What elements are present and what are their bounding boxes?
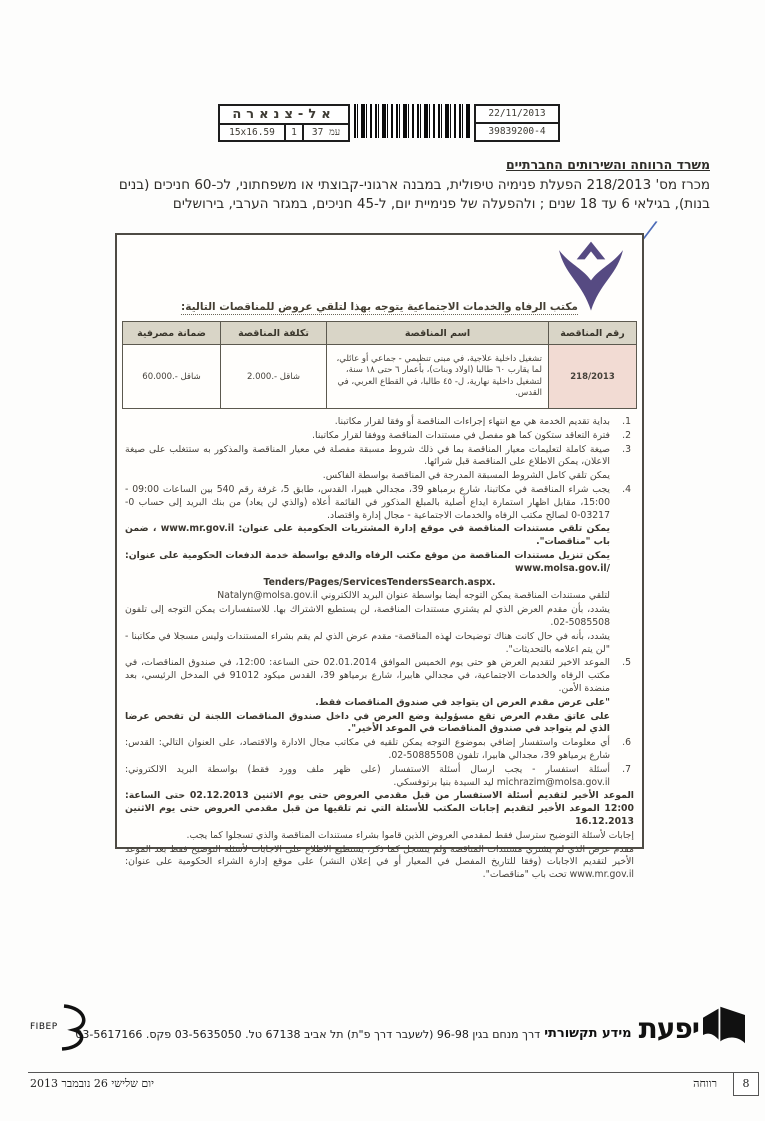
paragraph-text: بداية تقديم الخدمة هي مع انتهاء إجراءات المناقصة أو وفقا لقرار مكاتبنا. xyxy=(334,416,610,427)
paragraph-text: أي معلومات واستفسار إضافي بموضوع التوجه يمكن تلقيه في مكاتب مجال الادارة والاقتصاد، على العنوان التالي: القدس: شارع يرمياهو 39، مجدالي هابيرا، تلفون 50885508-02. xyxy=(125,737,610,761)
notice-paragraph xyxy=(125,550,634,576)
notice-paragraph xyxy=(125,484,634,522)
bank-guarantee-cell: 60.000.- شاقل xyxy=(123,345,221,409)
notice-paragraph xyxy=(125,416,634,429)
paragraph-number: 7. xyxy=(622,763,631,775)
paragraph-text: إجابات لأسئلة التوضيح سترسل فقط لمقدمي العروض الذين قاموا بشراء مستندات المناقصة والذي تسجلوا كما يجب. xyxy=(186,829,634,841)
tender-number-cell: 218/2013 xyxy=(549,345,637,409)
notice-paragraph xyxy=(125,523,634,549)
paragraph-number: 6. xyxy=(622,737,631,749)
tender-cost-cell: 2.000.- شاقل xyxy=(221,345,327,409)
ministry-title: משרד הרווחה והשירותים החברתיים xyxy=(505,157,710,172)
paragraph-text: "على عرض مقدم العرض ان يتواجد في صندوق المناقصات فقط. xyxy=(315,696,610,708)
barcode xyxy=(354,104,470,138)
handwritten-pen-mark: / xyxy=(643,215,657,245)
notice-paragraph xyxy=(125,444,634,470)
paragraph-text: الموعد الأخير لتقديم أسئلة الاستفسار من قبل مقدمي العروض حتى يوم الاثنين 02.12.2013 حتى الساعة: 12:00 الموعد الأخير لتقديم إجابات المكتب للأسئلة التي تم تلقيها من قبل مقدمي العروض حتى يوم الاثنين 16.12.2013 xyxy=(125,790,634,827)
col-header-tender-number: رقم المناقصة xyxy=(549,322,637,345)
paragraph-number: 5. xyxy=(622,657,631,669)
ministry-logo-icon xyxy=(548,240,634,314)
notice-paragraph xyxy=(125,631,634,657)
paragraph-number: 3. xyxy=(622,443,631,455)
paragraph-text: .Tenders/Pages/ServicesTendersSearch.aspx xyxy=(263,576,496,588)
notice-paragraph xyxy=(125,470,634,483)
paragraph-text: صيغة كاملة لتعليمات معيار المناقصة بما في ذلك شروط مسبقة مفصلة في معيار المناقصة والمذكور به ستتغلب على صيغة الاعلان، يمكن الاطلاع على المناقصة قبل شرائها. xyxy=(125,443,610,468)
clipping-page: עמ 37 xyxy=(311,127,341,138)
paragraph-number: 4. xyxy=(622,483,631,495)
paragraph-text: الموعد الاخير لتقديم العرض هو حتى يوم الخميس الموافق 02.01.2014 حتى الساعة: 12:00، في صندوق المناقصات، في مكتب الرفاه والخدمات الاجتماعية، في مجدالي هابيرا، شارع برمياهو 39، القدس ميكود 91012 في المدخل الرئيسي، بعد منضدة الأمن. xyxy=(125,657,611,694)
stamp-ref-block xyxy=(474,104,560,142)
tender-table-row xyxy=(123,345,637,409)
clipping-column: 1 xyxy=(284,125,304,140)
notice-paragraph xyxy=(125,790,634,828)
fibep-mark xyxy=(30,1002,100,1054)
paragraph-text: مقدم عرض الذي لم يشتري مستندات المناقصة ولم يتسجل كما ذكر، يستطيع الاطلاع على الاجابات لأسئلة التوضيح فقط بعد الموعد الأخير لتقديم الاجابات (وفقا للتاريخ المفصل في المعيار أو في إعلان النشر) على موقع إدارة الشراء الحكومية على عنوان: www.mr.gov.il تحت باب "مناقصات". xyxy=(125,843,634,881)
paragraph-text: لتلقي مستندات المناقصة يمكن التوجه أيضا بواسطة عنوان البريد الالكتروني Natalyn@molsa.gov.il xyxy=(217,590,610,602)
section-name: רווחה xyxy=(693,1077,717,1090)
publication-name: אל-צנארה xyxy=(220,106,348,125)
paragraph-text: يمكن تلقي مستندات المناقصة في موقع إدارة المشتريات الحكومية على عنوان: www.mr.gov.il ، ضمن باب "مناقصات". xyxy=(125,523,611,548)
notice-paragraph xyxy=(125,604,634,630)
paragraph-text: يمكن تلقي كامل الشروط المسبقة المدرجة في المناقصة بواسطة الفاكس. xyxy=(322,470,610,482)
page-bar xyxy=(28,1072,759,1097)
paragraph-text: فترة التعاقد ستكون كما هو مفصل في مستندات المناقصة ووفقا لقرار مكاتبنا. xyxy=(312,429,610,441)
notice-paragraph xyxy=(125,830,634,843)
page-number-box: 8 xyxy=(733,1072,759,1096)
footer-address: דרך מנחם בגין 96-98 (לשעבר דרך פ"ת) תל אביב 67138 טל. 03-5635050 פקס. 03-5617166 xyxy=(75,1028,541,1041)
clipping-size: 15x16.59 xyxy=(229,127,275,138)
notice-paragraph xyxy=(125,764,634,790)
clipping-date: 22/11/2013 xyxy=(476,106,558,124)
notice-paragraph xyxy=(125,844,634,882)
notice-paragraph xyxy=(125,430,634,443)
brand-subtitle: מידע תקשורתי xyxy=(544,1026,632,1041)
tender-table-header-row xyxy=(123,322,637,345)
notice-paragraphs xyxy=(125,416,634,882)
paragraph-text: يجب شراء المناقصة في مكاتبنا، شارع برمباهو 39، مجدالي هييرا، القدس، طابق 5، غرفة رقم 540 بين الساعات 09:00 - 15:00، مقابل اظهار استمارة ايداع أصلية بالمبلغ المذكور في القائمة أعلاه (والذي لن يعاد) من بنك البريد إلى حساب 0-03217-0 لصالح مكتب الرفاه والخدمات الاجتماعية - مجال إدارة واقتصاد. xyxy=(125,483,610,521)
paragraph-number: 1. xyxy=(622,416,631,427)
paragraph-text: يمكن تنزيل مستندات المناقصة من موقع مكتب الرفاه والدفع بواسطة خدمة الدفعات الحكومية على عنوان: /www.molsa.gov.il xyxy=(125,549,610,574)
notice-headline: مكتب الرفاه والخدمات الاجتماعية يتوجه بهذا لتلقي عروض للمناقصات التالية: xyxy=(181,301,578,313)
tender-notice-box xyxy=(115,233,644,881)
summary-line-2: בנות), בגילאי 6 עד 18 שנים ; ולהפעלה של פנימיית יום, ל-45 חניכים, במגזר הערבי, בירושלים xyxy=(172,196,710,212)
col-header-bank-guarantee: ضمانة مصرفية xyxy=(123,322,221,345)
notice-paragraph xyxy=(125,737,634,763)
paragraph-text: يشدد، بأنه في حال كانت هناك توضيحات لهذه المناقصة- مقدم عرض الذي لم يقم بشراء المستندات وليس مسجلا في مكاتبنا - "لن يتم اعلامه بالتحديثات". xyxy=(125,630,610,655)
tender-table xyxy=(122,321,637,409)
fibep-label: FIBEP xyxy=(30,1022,58,1032)
issue-date: יום שלישי 26 נובמבר 2013 xyxy=(30,1077,154,1090)
paragraph-number: 2. xyxy=(622,429,631,441)
paragraph-text: أسئلة استفسار - يجب ارسال أسئلة الاستفسار (على ظهر ملف وورد فقط) بواسطة البريد الالكتروني: michrazim@molsa.gov.il ليد السيدة بنيا برتوفسكي. xyxy=(125,763,610,788)
yifat-logo-icon xyxy=(703,1006,745,1044)
clipping-stamp xyxy=(218,104,560,142)
notice-paragraph xyxy=(125,657,634,695)
tender-name-cell: تشغيل داخلية علاجية، في مبنى تنظيمي - جماعي أو عائلي، لما يقارب ٦٠ طالبا (اولاد وبنات)، بأعمار ٦ حتى ١٨ سنة، لتشغيل داخلية نهارية، ل- ٤٥ طالبا، في القطاع العربي، في القدس. xyxy=(327,345,549,409)
col-header-tender-name: اسم المناقصة xyxy=(327,322,549,345)
col-header-tender-cost: تكلفة المناقصة xyxy=(221,322,327,345)
notice-paragraph xyxy=(125,577,634,590)
yifat-footer xyxy=(75,1006,745,1044)
notice-paragraph xyxy=(125,697,634,710)
paragraph-text: يشدد، بأن مقدم العرض الذي لم يشتري مستندات المناقصة، لن يستطيع الاشتراك بها. للاستفسارات يمكن التوجه إلى تلفون 5085508-02. xyxy=(125,604,610,628)
summary-line-1: מכרז מס' 218/2013 הפעלת פנימיה טיפולית, במבנה ארגוני-קבוצתי או משפחתוני, לכ-60 חניכים (בנים xyxy=(118,177,710,193)
brand-name: יפעת xyxy=(638,1012,699,1045)
hebrew-summary xyxy=(62,157,710,214)
paragraph-text: على عاتق مقدم العرض تقع مسؤولية وضع العرض في داخل صندوق المناقصات اللجنة لن تفحص عرضا الذي لم يتواجد في صندوق المناقصات في الموعد الأخير". xyxy=(125,710,610,735)
stamp-publication-block xyxy=(218,104,350,142)
clipping-ref-number: 39839200-4 xyxy=(488,126,546,137)
notice-paragraph xyxy=(125,711,634,737)
notice-paragraph xyxy=(125,590,634,603)
